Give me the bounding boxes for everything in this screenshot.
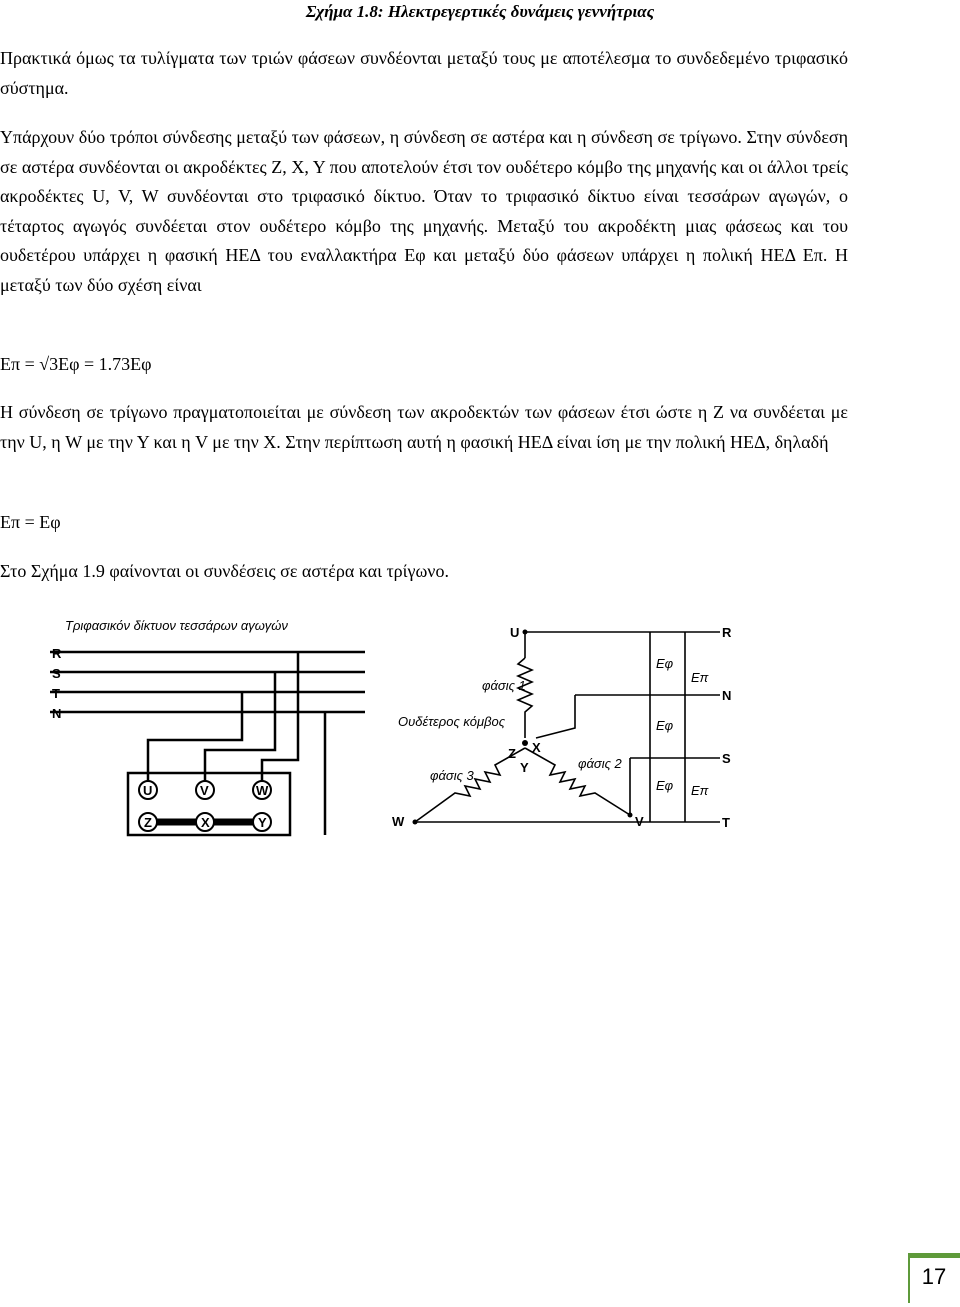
ef-label-top: Εφ [656,656,674,671]
star-u: U [510,625,520,640]
line-label-r: R [52,646,62,661]
right-line-t: T [722,815,730,830]
line-label-s: S [52,666,61,681]
line-label-t: T [52,686,60,701]
ep-label-bottom: Επ [691,783,709,798]
star-w: W [392,814,405,829]
ef-label-bottom: Εφ [656,778,674,793]
star-x: X [532,740,541,755]
terminal-y: Y [258,815,267,830]
paragraph-connection-types: Υπάρχουν δύο τρόποι σύνδεσης μεταξύ των φάσεων, η σύνδεση σε αστέρα και η σύνδεση σε τρίγωνο. Στην σύνδεση σε αστέρα συνδέονται οι ακροδέκτες Ζ, Χ, Υ που αποτελούν έτσι τον ουδέτερο κόμβο της μηχανής και οι άλλοι τρείς ακροδέκτες U, V, W συνδέονται στο τριφασικό δίκτυο. Όταν το τριφασικό δίκτυο είναι τεσσάρων αγωγών, ο τέταρτος αγωγός συνδέεται στον ουδέτερο κόμβο της μηχανής. Μεταξύ του ακροδέκτη μιας φάσεως και του ουδετέρου υπάρχει η φασική ΗΕΔ του εναλλακτήρα Εφ και μεταξύ δύο φάσεων υπάρχει η πολική ΗΕΔ Επ. Η μεταξύ των δύο σχέση είναι [0,127,848,295]
neutral-label: Ουδέτερος κόμβος [398,714,506,729]
page-number: 17 [921,1264,947,1289]
terminal-w: W [256,783,269,798]
paragraph-figure-ref: Στο Σχήμα 1.9 φαίνονται οι συνδέσεις σε αστέρα και τρίγωνο. [0,561,449,581]
network-title: Τριφασικόν δίκτυον τεσσάρων αγωγών [65,618,288,633]
paragraph-intro: Πρακτικά όμως τα τυλίγματα των τριών φάσεων συνδέονται μεταξύ τους με αποτέλεσμα το συνδεδεμένο τριφασικό σύστημα. [0,48,848,98]
ep-label-top: Επ [691,670,709,685]
right-line-r: R [722,625,732,640]
phase2-label: φάσις 2 [578,756,622,771]
phase3-label: φάσις 3 [430,768,474,783]
line-label-n: N [52,706,62,721]
formula-delta: Επ = Εφ [0,512,61,532]
figure-caption: Σχήμα 1.8: Ηλεκτρεγερτικές δυνάμεις γεννήτριας [305,2,655,21]
wiring-diagram [30,610,770,840]
star-y: Y [520,760,529,775]
right-line-n: N [722,688,732,703]
right-line-s: S [722,751,731,766]
star-connection-figure [30,610,770,840]
terminal-u: U [143,783,153,798]
terminal-z: Z [144,815,152,830]
terminal-v: V [200,783,209,798]
phase1-label: φάσις 1 [482,678,526,693]
star-z: Z [508,746,516,761]
formula-star: Επ = √3Εφ = 1.73Εφ [0,354,152,374]
ef-label-mid: Εφ [656,718,674,733]
paragraph-delta: Η σύνδεση σε τρίγωνο πραγματοποιείται με σύνδεση των ακροδεκτών των φάσεων έτσι ώστε η Ζ να συνδέεται με την U, η W με την Υ και η V με την Χ. Στην περίπτωση αυτή η φασική ΗΕΔ είναι ίση με την πολική ΗΕΔ, δηλαδή [0,402,848,452]
star-v: V [635,814,644,829]
terminal-x: X [201,815,210,830]
